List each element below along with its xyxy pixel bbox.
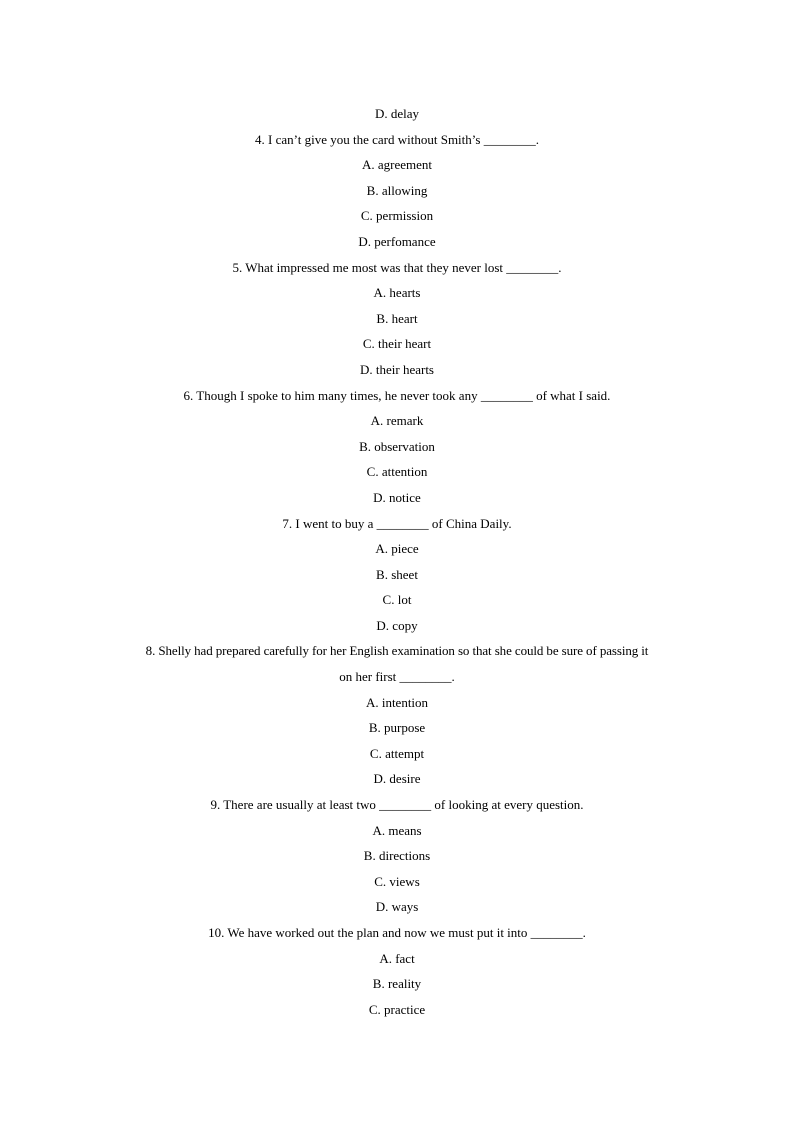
option-text: B. heart: [376, 310, 418, 326]
question-8: [0, 638, 794, 792]
option-text: C. attempt: [369, 745, 425, 761]
question-stem-line-2: on her first ________.: [339, 669, 455, 685]
question-7: [0, 511, 794, 639]
option-text: B. sheet: [376, 566, 418, 582]
question-stem-line-1: 8. Shelly had prepared carefully for her English examination so that she could be sure of passing it: [145, 643, 649, 659]
option-text: D. their hearts: [359, 361, 434, 377]
question-5: [0, 255, 794, 383]
option-text: C. lot: [382, 592, 412, 608]
question-stem-wrapped: [117, 638, 677, 689]
option-text: A. means: [372, 822, 422, 838]
option-text: A. remark: [370, 413, 424, 429]
option-text: D. notice: [373, 489, 421, 505]
option-text: B. reality: [372, 976, 422, 992]
question-stem: 5. What impressed me most was that they never lost ________.: [232, 259, 562, 275]
option-text: B. purpose: [368, 720, 426, 736]
option-text: C. their heart: [362, 336, 432, 352]
option-text: D. desire: [373, 771, 421, 787]
question-stem: 7. I went to buy a ________ of China Daily.: [282, 515, 512, 531]
option-text: C. views: [374, 873, 420, 889]
option-text: D. ways: [375, 899, 419, 915]
document-page: [0, 101, 794, 1022]
question-stem: 6. Though I spoke to him many times, he never took any ________ of what I said.: [183, 387, 611, 403]
option-text: C. practice: [368, 1001, 426, 1017]
question-6: [0, 383, 794, 511]
question-stem: 9. There are usually at least two ________ of looking at every question.: [210, 797, 584, 813]
question-10: [0, 920, 794, 1022]
option-text: A. agreement: [361, 157, 433, 173]
option-text: D. copy: [376, 617, 418, 633]
option-text: C. permission: [360, 208, 434, 224]
question-9: [0, 792, 794, 920]
option-text: B. observation: [359, 438, 435, 454]
question-4: [0, 127, 794, 255]
option-text: A. fact: [379, 950, 415, 966]
question-stem: 10. We have worked out the plan and now we must put it into ________.: [208, 925, 586, 940]
option-text: A. intention: [365, 694, 429, 710]
option-text: B. directions: [363, 848, 431, 864]
option-text: D. delay: [374, 106, 420, 121]
option-text: D. perfomance: [358, 233, 436, 249]
option-text: B. allowing: [366, 182, 428, 198]
option-text: A. hearts: [373, 285, 421, 301]
option-text: C. attention: [366, 464, 428, 480]
option-text: A. piece: [375, 541, 419, 557]
question-stem: 4. I can’t give you the card without Smith’s ________.: [255, 131, 539, 147]
